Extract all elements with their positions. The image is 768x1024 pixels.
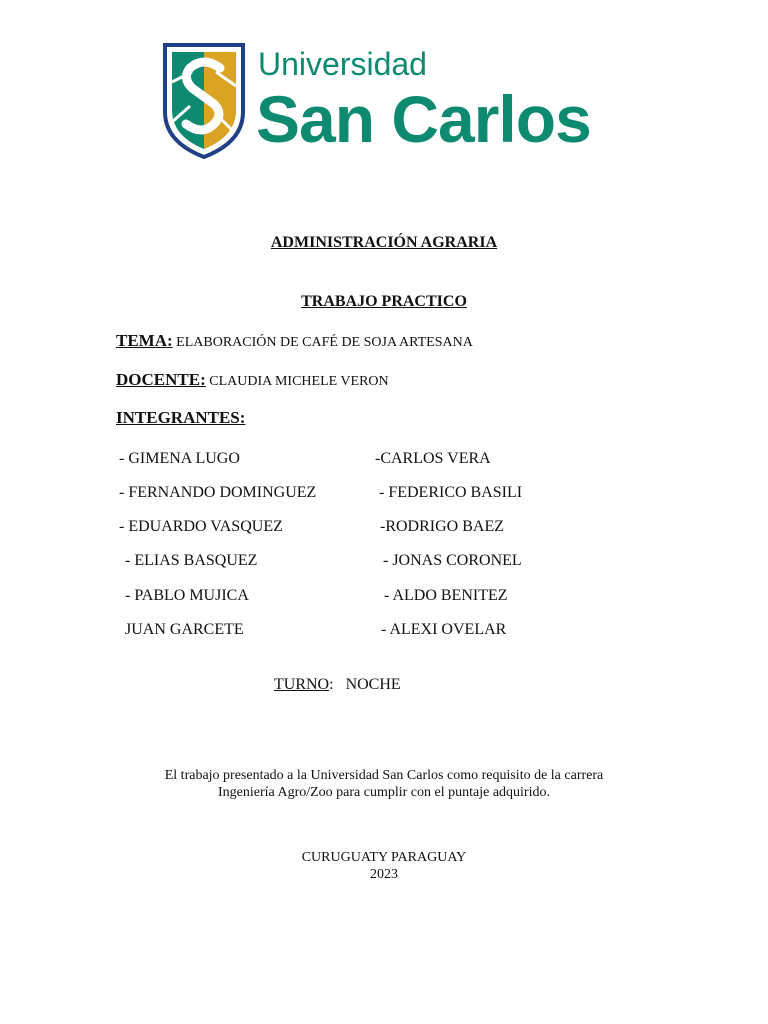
docente-value: CLAUDIA MICHELE VERON (209, 374, 389, 389)
member-left-1: - GIMENA LUGO (119, 450, 240, 467)
document-type-title: TRABAJO PRACTICO (301, 293, 467, 310)
member-left-5: - PABLO MUJICA (125, 587, 249, 604)
logo-text-universidad: Universidad (258, 46, 427, 82)
integrantes-row (116, 408, 245, 428)
member-left-6: JUAN GARCETE (125, 621, 244, 638)
turno-label: TURNO (274, 676, 330, 693)
shield-emblem-icon (162, 42, 246, 160)
member-right-1: -CARLOS VERA (375, 450, 491, 467)
docente-label: DOCENTE: (116, 370, 206, 389)
member-right-2: - FEDERICO BASILI (379, 484, 523, 501)
note-line-1: El trabajo presentado a la Universidad San Carlos como requisito de la carrera (164, 768, 604, 783)
member-left-4: - ELIAS BASQUEZ (125, 552, 258, 569)
turno-value: NOCHE (345, 676, 401, 693)
subject-title: ADMINISTRACIÓN AGRARIA (270, 234, 498, 251)
member-left-2: - FERNANDO DOMINGUEZ (119, 484, 317, 501)
tema-label: TEMA: (116, 331, 173, 350)
turno-row: TURNO: NOCHE (274, 676, 401, 693)
footer-year: 2023 (370, 867, 398, 882)
logo-text-san-carlos: San Carlos (256, 82, 591, 156)
tema-value: ELABORACIÓN DE CAFÉ DE SOJA ARTESANA (176, 335, 473, 350)
member-left-3: - EDUARDO VASQUEZ (119, 518, 283, 535)
member-right-5: - ALDO BENITEZ (384, 587, 508, 604)
university-logo (162, 42, 594, 162)
member-right-6: - ALEXI OVELAR (381, 621, 507, 638)
docente-row (116, 370, 389, 390)
member-right-3: -RODRIGO BAEZ (380, 518, 504, 535)
tema-row (116, 331, 473, 351)
integrantes-label: INTEGRANTES: (116, 408, 246, 427)
note-line-2: Ingeniería Agro/Zoo para cumplir con el puntaje adquirido. (217, 785, 550, 800)
footer-place: CURUGUATY PARAGUAY (301, 850, 467, 865)
member-right-4: - JONAS CORONEL (383, 552, 522, 569)
